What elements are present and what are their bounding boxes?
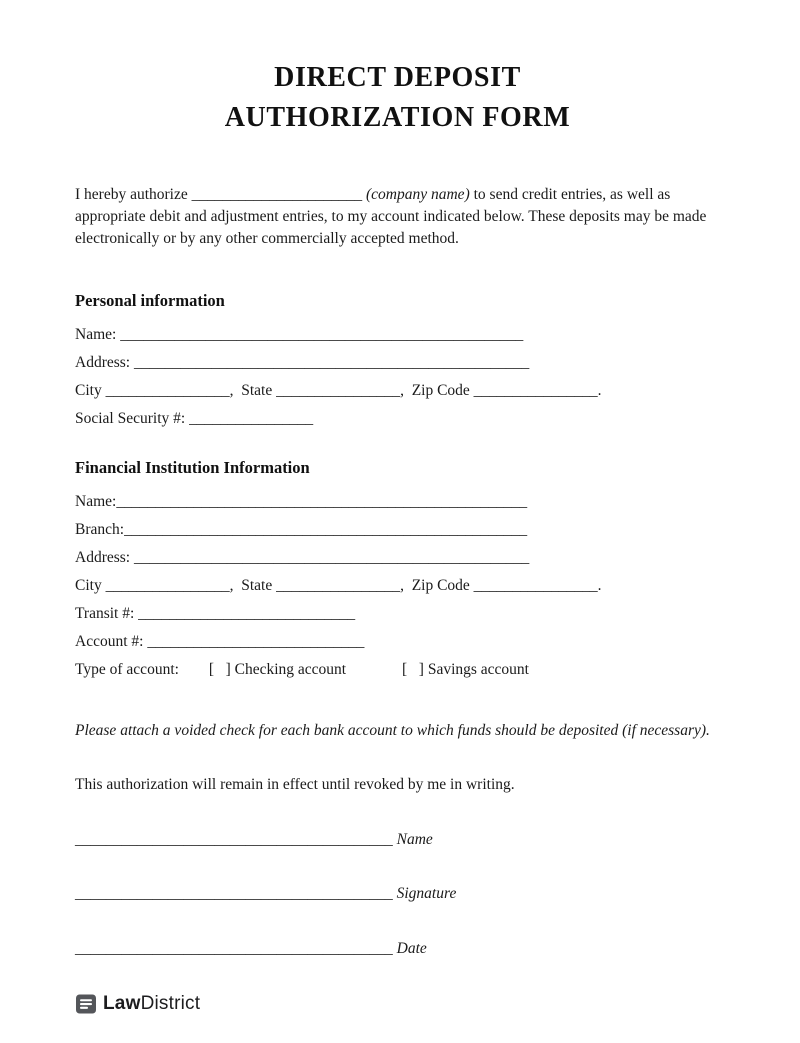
authorize-text: I hereby authorize bbox=[75, 185, 188, 203]
signature-name-row bbox=[75, 829, 720, 851]
lawdistrict-wordmark bbox=[103, 993, 200, 1015]
account-type-label: Type of account: bbox=[75, 660, 179, 678]
personal-city-state-zip-field: City ________________, State ________________, Zip Code ________________. bbox=[75, 381, 602, 399]
lawdistrict-logo bbox=[75, 993, 720, 1015]
form-title-line1: DIRECT DEPOSIT bbox=[274, 62, 521, 93]
company-name-blank: ______________________ bbox=[191, 185, 363, 203]
signature-block bbox=[75, 829, 720, 960]
personal-address-field: Address: ___________________________________________________ bbox=[75, 353, 530, 371]
lawdistrict-document-icon bbox=[75, 993, 97, 1015]
bank-branch-field: Branch:____________________________________________________ bbox=[75, 521, 528, 539]
bank-city-state-zip-field: City ________________, State ________________, Zip Code ________________. bbox=[75, 577, 602, 595]
account-number-field: Account #: ____________________________ bbox=[75, 632, 365, 650]
signature-date-row bbox=[75, 938, 720, 960]
signature-signature-label: Signature bbox=[396, 885, 457, 903]
personal-information-section bbox=[75, 291, 720, 433]
form-title-line2: AUTHORIZATION FORM bbox=[224, 101, 571, 133]
lawdistrict-wordmark-district: District bbox=[140, 992, 201, 1014]
intro-paragraph bbox=[75, 184, 720, 251]
form-title bbox=[75, 58, 720, 138]
financial-institution-section bbox=[75, 458, 720, 683]
signature-signature-row bbox=[75, 883, 720, 905]
authorization-statement: This authorization will remain in effect until revoked by me in writing. bbox=[75, 776, 515, 794]
savings-account-checkbox: [ ] Savings account bbox=[402, 660, 529, 678]
signature-signature-line: _________________________________________ bbox=[75, 885, 393, 903]
personal-name-field: Name: ____________________________________________________ bbox=[75, 325, 524, 343]
bank-name-field: Name:_____________________________________________________ bbox=[75, 493, 528, 511]
personal-ssn-field: Social Security #: ________________ bbox=[75, 409, 314, 427]
voided-check-note: Please attach a voided check for each bank account to which funds should be deposited (if necessary). bbox=[75, 721, 710, 739]
financial-info-heading: Financial Institution Information bbox=[75, 458, 310, 478]
bank-address-field: Address: ___________________________________________________ bbox=[75, 549, 530, 567]
lawdistrict-wordmark-law: Law bbox=[103, 992, 141, 1014]
signature-name-line: _________________________________________ bbox=[75, 830, 393, 848]
signature-date-line: _________________________________________ bbox=[75, 940, 393, 958]
company-name-label: (company name) bbox=[366, 185, 470, 203]
transit-number-field: Transit #: ____________________________ bbox=[75, 605, 356, 623]
checking-account-checkbox: [ ] Checking account bbox=[208, 660, 347, 678]
personal-info-heading: Personal information bbox=[75, 290, 225, 310]
signature-date-label: Date bbox=[396, 940, 427, 958]
account-type-row bbox=[75, 656, 720, 684]
signature-name-label: Name bbox=[396, 830, 433, 848]
intro-body-text: to send credit entries, as well as appropriate debit and adjustment entries, to my account indicated below. These deposits may be made electronically or by any other commercially accepted method. bbox=[75, 185, 707, 248]
